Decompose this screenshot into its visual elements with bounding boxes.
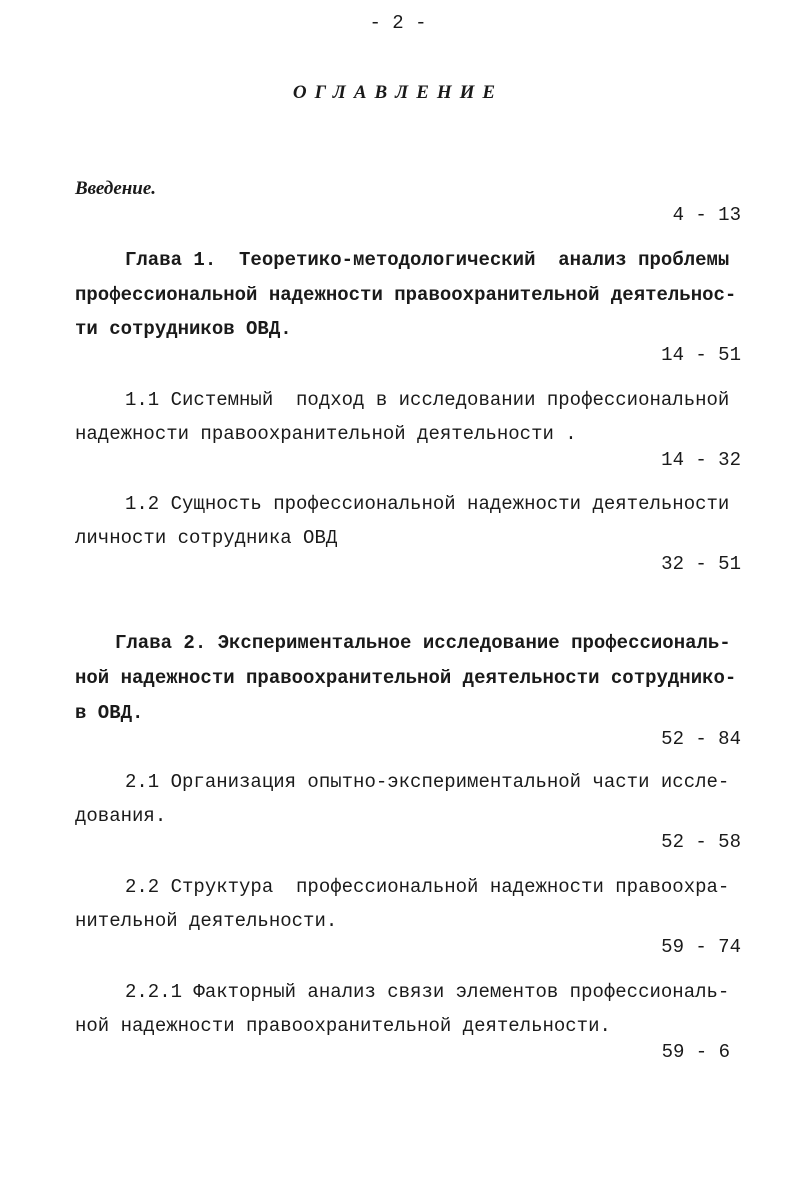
toc-section-2-1-line1 bbox=[0, 743, 796, 793]
toc-chapter2-pages: 52 - 84 bbox=[661, 728, 741, 750]
toc-section-2-2-text1: 2.2 Структура профессиональной надежности правоохра- bbox=[125, 876, 730, 898]
toc-chapter2-text1: Глава 2. Экспериментальное исследование профессиональ- bbox=[115, 632, 731, 654]
toc-section-2-2-1-pages: 59 - 6 bbox=[661, 1041, 730, 1063]
toc-section-1-1-line2 bbox=[0, 395, 796, 471]
toc-section-1-2-text2: личности сотрудника ОВД bbox=[75, 527, 338, 549]
toc-section-2-2-line1 bbox=[0, 848, 796, 898]
toc-section-2-1-text2: дования. bbox=[75, 805, 167, 827]
toc-section-1-1-text2: надежности правоохранительной деятельности . bbox=[75, 423, 577, 445]
toc-chapter2-text2: ной надежности правоохранительной деятельности сотруднико- bbox=[75, 667, 737, 689]
toc-section-1-2-pages: 32 - 51 bbox=[661, 553, 741, 575]
toc-chapter2-line1 bbox=[0, 604, 796, 654]
toc-section-1-1-pages: 14 - 32 bbox=[661, 449, 741, 471]
toc-section-2-2-line2 bbox=[0, 882, 796, 958]
toc-intro-pages: 4 - 13 bbox=[672, 204, 741, 226]
toc-section-2-1-line2 bbox=[0, 777, 796, 853]
toc-chapter1-line3 bbox=[0, 290, 796, 366]
page-title: ОГЛАВЛЕНИЕ bbox=[292, 82, 504, 103]
toc-intro-label: Введение. bbox=[75, 178, 157, 199]
toc-chapter1-line1 bbox=[0, 221, 796, 271]
toc-section-2-2-1-text1: 2.2.1 Факторный анализ связи элементов профессиональ- bbox=[125, 981, 730, 1003]
toc-chapter2-line2 bbox=[0, 639, 796, 689]
toc-section-1-1-line1 bbox=[0, 361, 796, 411]
toc-section-1-2-text1: 1.2 Сущность профессиональной надежности деятельности bbox=[125, 493, 730, 515]
toc-section-2-1-text1: 2.1 Организация опытно-экспериментальной части иссле- bbox=[125, 771, 730, 793]
toc-section-2-2-text2: нительной деятельности. bbox=[75, 910, 338, 932]
toc-section-2-2-1-line1 bbox=[0, 953, 796, 1003]
toc-chapter2-text3: в ОВД. bbox=[75, 702, 144, 724]
toc-section-2-1-pages: 52 - 58 bbox=[661, 831, 741, 853]
toc-section-1-1-text1: 1.1 Системный подход в исследовании профессиональной bbox=[125, 389, 730, 411]
toc-section-2-2-1-line2 bbox=[0, 987, 796, 1063]
toc-chapter2-line3 bbox=[0, 674, 796, 750]
toc-chapter1-text3: ти сотрудников ОВД. bbox=[75, 318, 292, 340]
toc-chapter1-text2: профессиональной надежности правоохранительной деятельнос- bbox=[75, 284, 737, 306]
toc-section-1-2-line2 bbox=[0, 499, 796, 575]
toc-section-2-2-1-text2: ной надежности правоохранительной деятельности. bbox=[75, 1015, 611, 1037]
toc-section-2-2-pages: 59 - 74 bbox=[661, 936, 741, 958]
page-number: - 2 - bbox=[369, 12, 427, 34]
toc-chapter1-text1: Глава 1. Теоретико-методологический анализ проблемы bbox=[125, 249, 730, 271]
toc-chapter1-pages: 14 - 51 bbox=[661, 344, 741, 366]
toc-section-1-2-line1 bbox=[0, 465, 796, 515]
toc-chapter1-line2 bbox=[0, 256, 796, 306]
toc-entry-introduction bbox=[0, 150, 796, 226]
